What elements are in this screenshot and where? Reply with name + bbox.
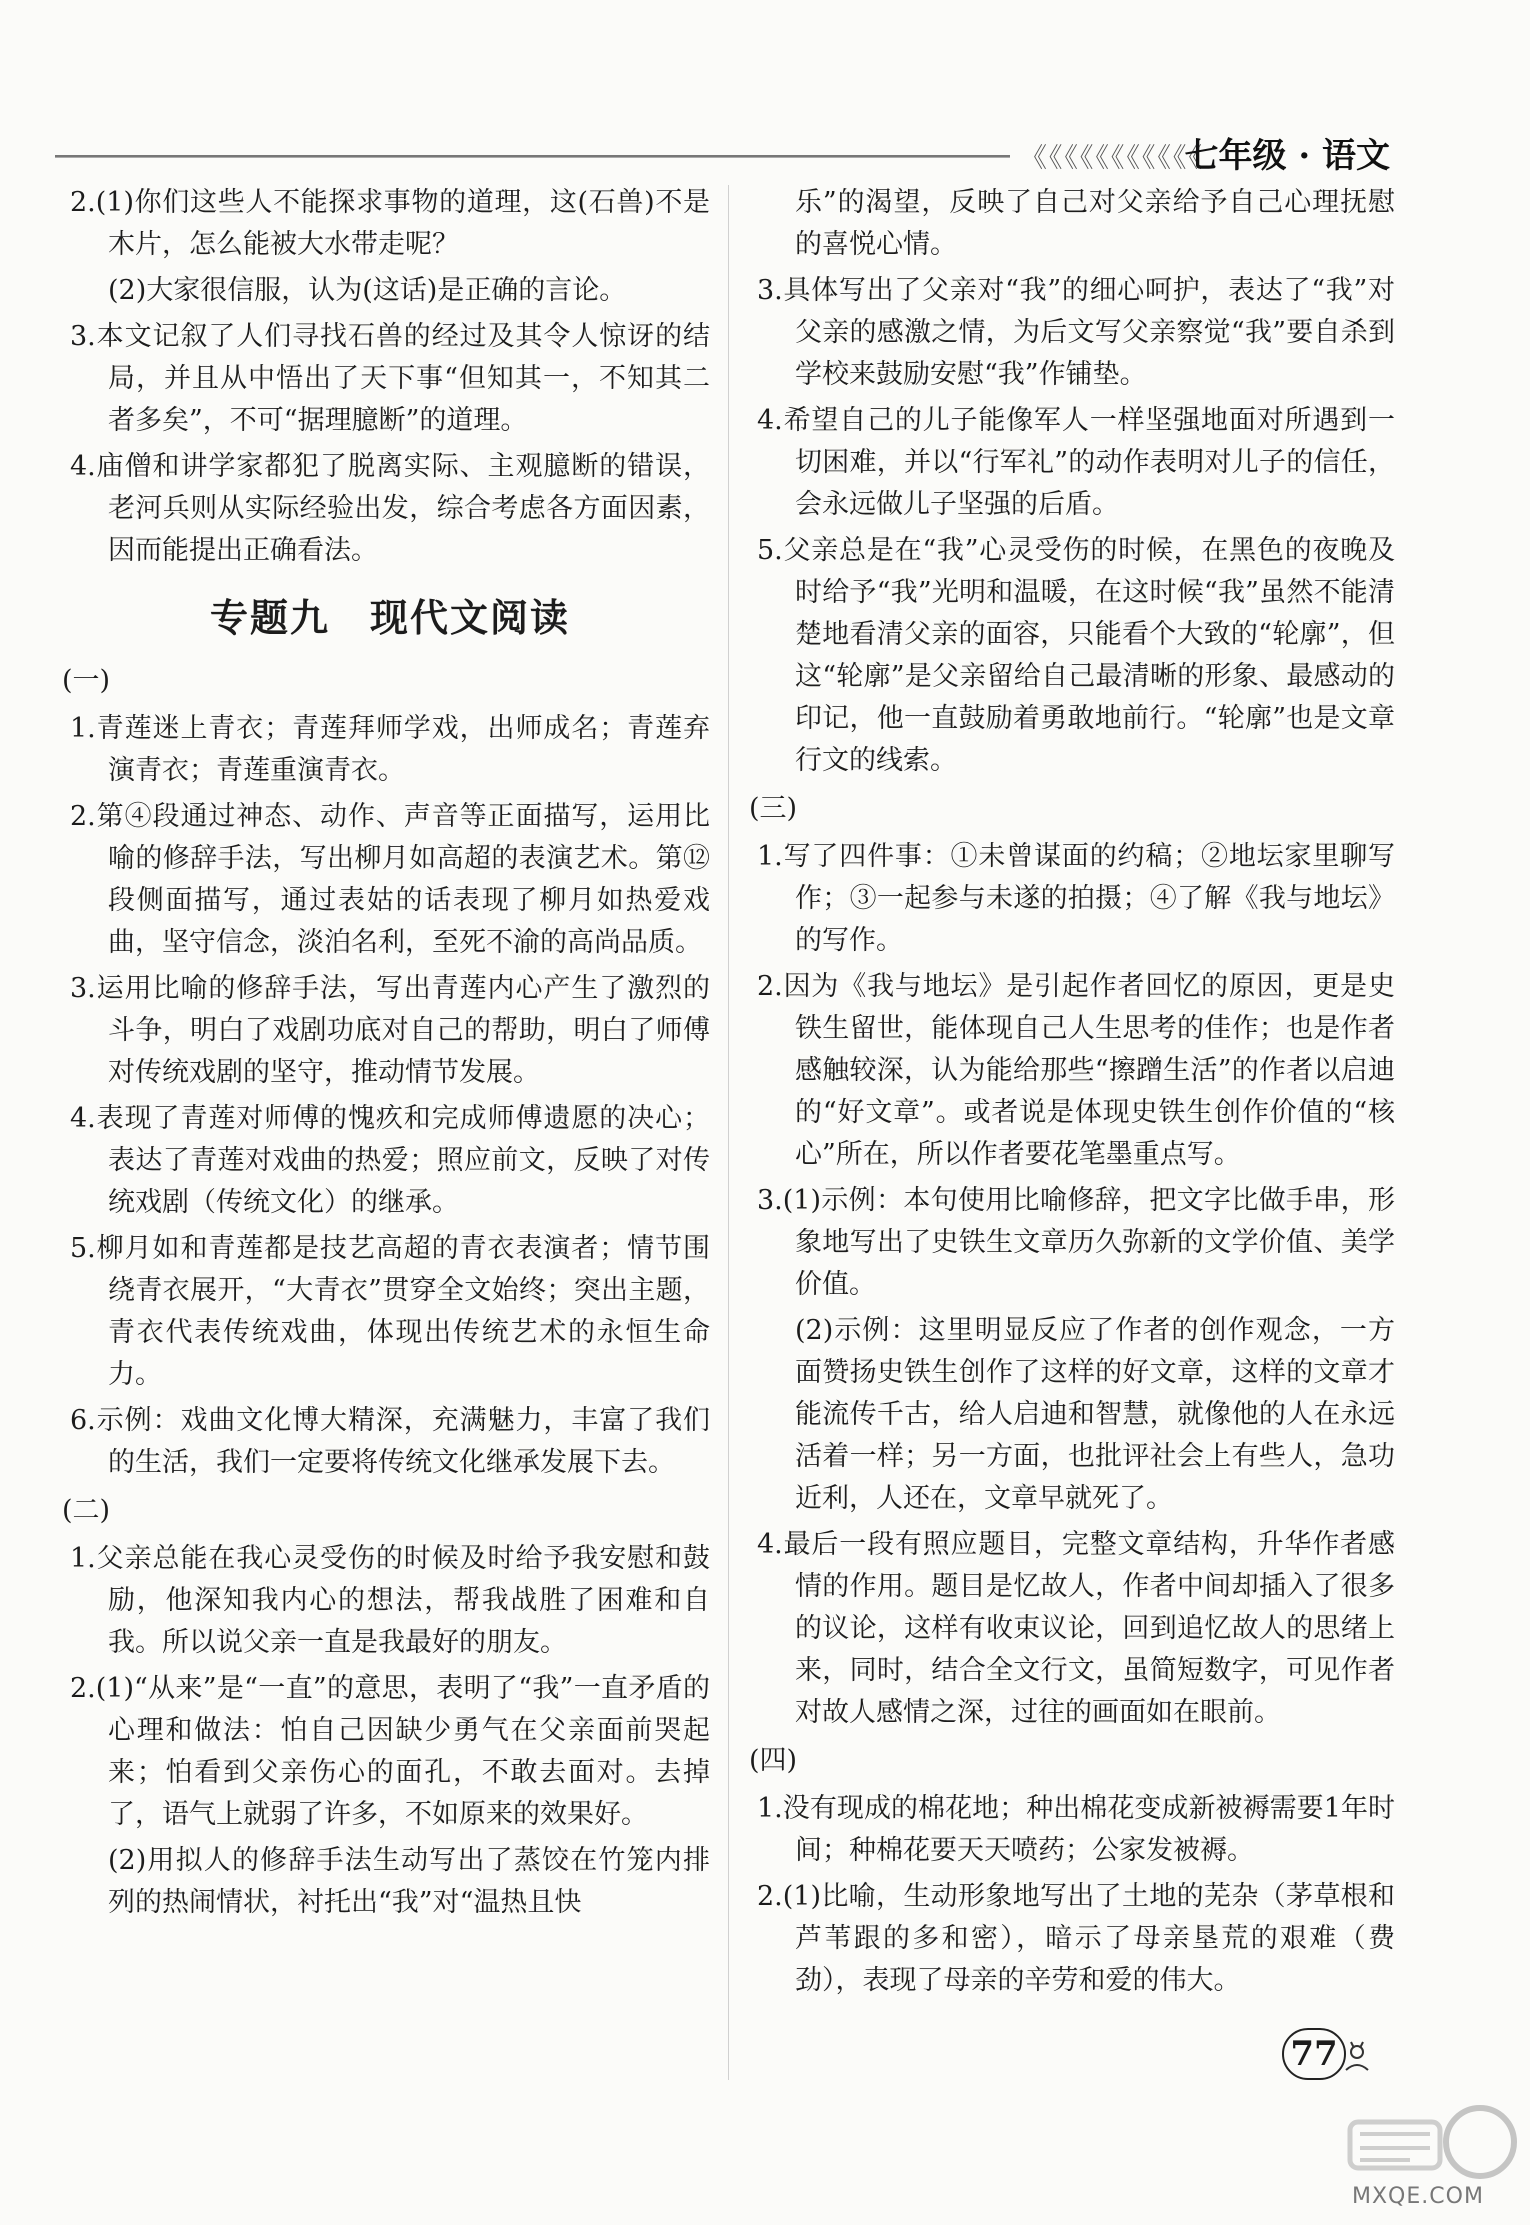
answer-item: 4.最后一段有照应题目，完整文章结构，升华作者感情的作用。题目是忆故人，作者中间却插入了很多的议论，这样有收束议论，回到追忆故人的思绪上来，同时，结合全文行文，虽简短数字，可见作者对故人感情之深，过往的画面如在眼前。 (757, 1529, 1395, 1728)
answer-item: 1.青莲迷上青衣；青莲拜师学戏，出师成名；青莲弃演青衣；青莲重演青衣。 (70, 713, 710, 786)
answer-item: 2.(1)你们这些人不能探求事物的道理，这(石兽)不是木片，怎么能被大水带走呢？ (70, 187, 710, 260)
mascot-icon (1340, 2030, 1374, 2076)
answer-item: 2.第④段通过神态、动作、声音等正面描写，运用比喻的修辞手法，写出柳月如高超的表演艺术。第⑫段侧面描写，通过表姑的话表现了柳月如热爱戏曲，坚守信念，淡泊名利，至死不渝的高尚品质。 (70, 801, 710, 958)
answer-item: (2)示例：这里明显反应了作者的创作观念，一方面赞扬史铁生创作了这样的好文章，这样的文章才能流传千古，给人启迪和智慧，就像他的人在永远活着一样；另一方面，也批评社会上有些人，急功近利，人还在，文章早就死了。 (795, 1315, 1395, 1514)
answer-item: (2)用拟人的修辞手法生动写出了蒸饺在竹笼内排列的热闹情状，衬托出“我”对“温热且快 (108, 1845, 710, 1918)
answer-item: 4.希望自己的儿子能像军人一样坚强地面对所遇到一切困难，并以“行军礼”的动作表明对儿子的信任，会永远做儿子坚强的后盾。 (757, 405, 1395, 520)
header-chevron-decoration: 《《《《《《《《《《《 (1020, 143, 1204, 174)
answer-item: 3.运用比喻的修辞手法，写出青莲内心产生了激烈的斗争，明白了戏剧功底对自己的帮助，明白了师傅对传统戏剧的坚守，推动情节发展。 (70, 973, 710, 1088)
watermark-text: MXQE.COM (1352, 2184, 1484, 2209)
answer-item: 4.表现了青莲对师傅的愧疚和完成师傅遗愿的决心；表达了青莲对戏曲的热爱；照应前文，反映了对传统戏剧（传统文化）的继承。 (70, 1103, 710, 1218)
answer-item: 2.(1)比喻，生动形象地写出了土地的芜杂（茅草根和芦苇跟的多和密），暗示了母亲垦荒的艰难（费劲），表现了母亲的辛劳和爱的伟大。 (757, 1881, 1395, 1996)
answer-item: 3.具体写出了父亲对“我”的细心呵护，表达了“我”对父亲的感激之情，为后文写父亲察觉“我”要自杀到学校来鼓励安慰“我”作铺垫。 (757, 275, 1395, 390)
answer-continuation: 乐”的渴望，反映了自己对父亲给予自己心理抚慰的喜悦心情。 (795, 187, 1395, 260)
section-title: 专题九 现代文阅读 (209, 595, 570, 640)
header-rule (55, 155, 1010, 158)
left-column (62, 182, 710, 1928)
answer-item: 6.示例：戏曲文化博大精深，充满魅力，丰富了我们的生活，我们一定要将传统文化继承发展下去。 (70, 1405, 710, 1478)
header-title: 七年级 · 语文 (1184, 136, 1390, 176)
page-header (55, 128, 1395, 174)
left-top-items (70, 182, 710, 572)
answer-item: 2.因为《我与地坛》是引起作者回忆的原因，更是史铁生留世，能体现自己人生思考的佳作；也是作者感触较深，认为能给那些“擦蹭生活”的作者以启迪的“好文章”。或者说是体现史铁生创作价值的“核心”所在，所以作者要花笔墨重点写。 (757, 971, 1395, 1170)
part-label: (一) (62, 665, 111, 696)
right-column (749, 182, 1395, 2006)
answer-item: 3.本文记叙了人们寻找石兽的经过及其令人惊讶的结局，并且从中悟出了天下事“但知其一，不知其二者多矣”，不可“据理臆断”的道理。 (70, 321, 710, 436)
column-divider (728, 185, 729, 2080)
answer-item: 1.没有现成的棉花地；种出棉花变成新被褥需要1年时间；种棉花要天天喷药；公家发被褥。 (757, 1793, 1395, 1866)
answer-item: 2.(1)“从来”是“一直”的意思，表明了“我”一直矛盾的心理和做法：怕自己因缺少勇气在父亲面前哭起来；怕看到父亲伤心的面孔，不敢去面对。去掉了，语气上就弱了许多，不如原来的效果好。 (70, 1673, 710, 1830)
answer-item: 3.(1)示例：本句使用比喻修辞，把文字比做手串，形象地写出了史铁生文章历久弥新的文学价值、美学价值。 (757, 1185, 1395, 1300)
answer-item: 5.柳月如和青莲都是技艺高超的青衣表演者；情节围绕青衣展开，“大青衣”贯穿全文始终；突出主题，青衣代表传统戏曲，体现出传统艺术的永恒生命力。 (70, 1233, 710, 1390)
answer-item: (2)大家很信服，认为(这话)是正确的言论。 (108, 275, 627, 306)
answer-item: 5.父亲总是在“我”心灵受伤的时候，在黑色的夜晚及时给予“我”光明和温暖，在这时候“我”虽然不能清楚地看清父亲的面容，只能看个大致的“轮廓”，但这“轮廓”是父亲留给自己最清晰的形象、最感动的印记，他一直鼓励着勇敢地前行。“轮廓”也是文章行文的线索。 (757, 535, 1395, 776)
answer-item: 1.写了四件事：①未曾谋面的约稿；②地坛家里聊写作；③一起参与未遂的拍摄；④了解《我与地坛》的写作。 (757, 841, 1395, 956)
answer-item: 4.庙僧和讲学家都犯了脱离实际、主观臆断的错误，老河兵则从实际经验出发，综合考虑各方面因素，因而能提出正确看法。 (70, 451, 710, 566)
part-label: (四) (749, 1745, 798, 1776)
part-label: (三) (749, 793, 798, 824)
part-label: (二) (62, 1495, 111, 1526)
answer-item: 1.父亲总能在我心灵受伤的时候及时给予我安慰和鼓励，他深知我内心的想法，帮我战胜了困难和自我。所以说父亲一直是我最好的朋友。 (70, 1543, 710, 1658)
page-number: 77 (1282, 2028, 1346, 2080)
